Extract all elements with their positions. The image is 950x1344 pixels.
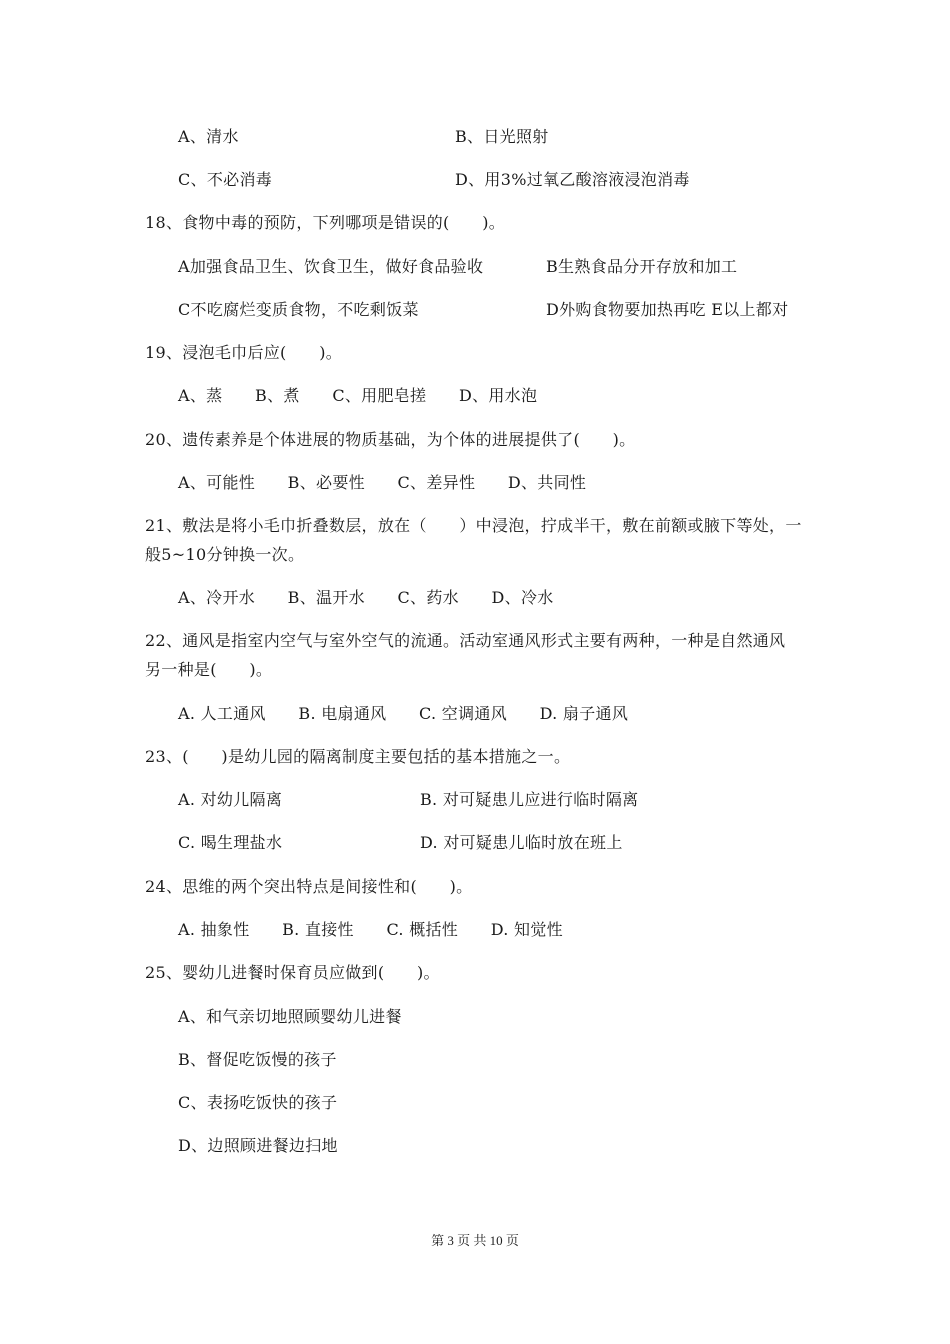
q23-option-b: B. 对可疑患儿应进行临时隔离	[420, 790, 639, 809]
q23-stem: 23、( )是幼儿园的隔离制度主要包括的基本措施之一。	[145, 747, 571, 766]
q20-options: A、可能性 B、必要性 C、差异性 D、共同性	[178, 473, 587, 492]
q25-option-c: C、表扬吃饭快的孩子	[178, 1093, 338, 1112]
q25-option-b: B、督促吃饭慢的孩子	[178, 1050, 337, 1069]
q18-option-b: B生熟食品分开存放和加工	[546, 257, 738, 276]
q18-stem: 18、食物中毒的预防，下列哪项是错误的( )。	[145, 213, 506, 232]
q25-stem: 25、婴幼儿进餐时保育员应做到( )。	[145, 963, 440, 982]
q21-options: A、冷开水 B、温开水 C、药水 D、冷水	[178, 588, 554, 607]
q21-stem-line1: 21、敷法是将小毛巾折叠数层，放在（ ）中浸泡，拧成半干，敷在前额或腋下等处，一	[145, 516, 802, 535]
q21-stem-line2: 般5~10分钟换一次。	[145, 545, 305, 564]
page-number-footer: 第 3 页 共 10 页	[431, 1233, 519, 1248]
q17-option-b: B、日光照射	[455, 127, 549, 146]
q22-stem-line1: 22、通风是指室内空气与室外空气的流通。活动室通风形式主要有两种，一种是自然通风	[145, 631, 786, 650]
q18-option-c: C不吃腐烂变质食物，不吃剩饭菜	[178, 300, 419, 319]
q19-options: A、蒸 B、煮 C、用肥皂搓 D、用水泡	[178, 386, 538, 405]
q25-option-d: D、边照顾进餐边扫地	[178, 1136, 338, 1155]
q23-option-d: D. 对可疑患儿临时放在班上	[420, 833, 623, 852]
q18-option-de: D外购食物要加热再吃 E以上都对	[546, 300, 789, 319]
q20-stem: 20、遗传素养是个体进展的物质基础，为个体的进展提供了( )。	[145, 430, 636, 449]
q25-option-a: A、和气亲切地照顾婴幼儿进餐	[178, 1007, 402, 1026]
q24-stem: 24、思维的两个突出特点是间接性和( )。	[145, 877, 473, 896]
q18-option-a: A加强食品卫生、饮食卫生，做好食品验收	[178, 257, 484, 276]
q23-option-c: C. 喝生理盐水	[178, 833, 283, 852]
q17-option-d: D、用3%过氧乙酸溶液浸泡消毒	[455, 170, 690, 189]
q24-options: A. 抽象性 B. 直接性 C. 概括性 D. 知觉性	[178, 920, 563, 939]
q17-option-c: C、不必消毒	[178, 170, 273, 189]
q17-option-a: A、清水	[178, 127, 239, 146]
q22-stem-line2: 另一种是( )。	[145, 660, 273, 679]
q19-stem: 19、浸泡毛巾后应( )。	[145, 343, 343, 362]
q22-options: A. 人工通风 B. 电扇通风 C. 空调通风 D. 扇子通风	[178, 704, 629, 723]
q23-option-a: A. 对幼儿隔离	[178, 790, 283, 809]
